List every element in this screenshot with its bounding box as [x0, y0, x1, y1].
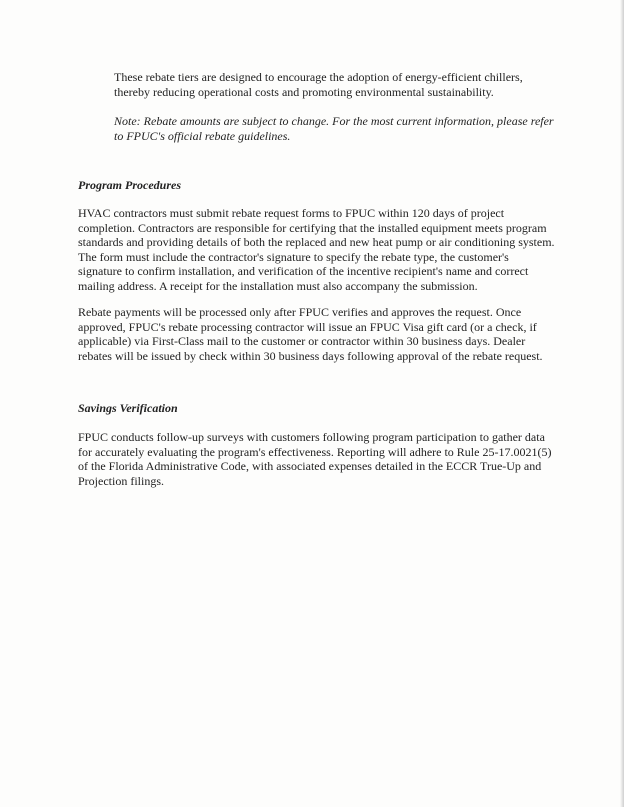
paragraph-line: completion. Contractors are responsible for certifying that the installed equipment meets program [78, 220, 547, 235]
paragraph-line: mailing address. A receipt for the installation must also accompany the submission. [78, 278, 478, 293]
program-procedures-paragraph-2 [78, 305, 543, 363]
scan-edge [620, 0, 624, 807]
note-line: Note: Rebate amounts are subject to change. For the most current information, please refer [114, 114, 554, 128]
paragraph-line: signature to confirm installation, and verification of the incentive recipient's name and correct [78, 264, 529, 279]
paragraph-line: standards and providing details of both the replaced and new heat pump or air conditioning system. [78, 235, 555, 250]
program-procedures-paragraph-1 [78, 206, 555, 294]
program-procedures-heading: Program Procedures [78, 178, 181, 192]
savings-verification-heading: Savings Verification [78, 401, 178, 415]
paragraph-line: rebates will be issued by check within 30 business days following approval of the rebate request. [78, 348, 543, 363]
intro-line: thereby reducing operational costs and promoting environmental sustainability. [114, 84, 494, 99]
paragraph-line: applicable) via First-Class mail to the customer or contractor within 30 business days. Dealer [78, 334, 526, 349]
intro-paragraph [114, 70, 523, 99]
note-line: to FPUC's official rebate guidelines. [114, 128, 291, 143]
paragraph-line: FPUC conducts follow-up surveys with customers following program participation to gather data [78, 430, 545, 444]
paragraph-line: HVAC contractors must submit rebate request forms to FPUC within 120 days of project [78, 206, 505, 220]
paragraph-line: Projection filings. [78, 473, 164, 488]
paragraph-line: The form must include the contractor's signature to specify the rebate type, the customer's [78, 249, 509, 264]
paragraph-line: for accurately evaluating the program's effectiveness. Reporting will adhere to Rule 25-17.0021(5) [78, 444, 552, 459]
paragraph-line: Rebate payments will be processed only after FPUC verifies and approves the request. Once [78, 305, 522, 319]
savings-verification-paragraph [78, 430, 551, 488]
rebate-note [114, 114, 554, 143]
paragraph-line: of the Florida Administrative Code, with associated expenses detailed in the ECCR True-Up and [78, 459, 542, 474]
intro-line: These rebate tiers are designed to encourage the adoption of energy-efficient chillers, [114, 70, 523, 84]
paragraph-line: approved, FPUC's rebate processing contractor will issue an FPUC Visa gift card (or a check, if [78, 319, 537, 334]
